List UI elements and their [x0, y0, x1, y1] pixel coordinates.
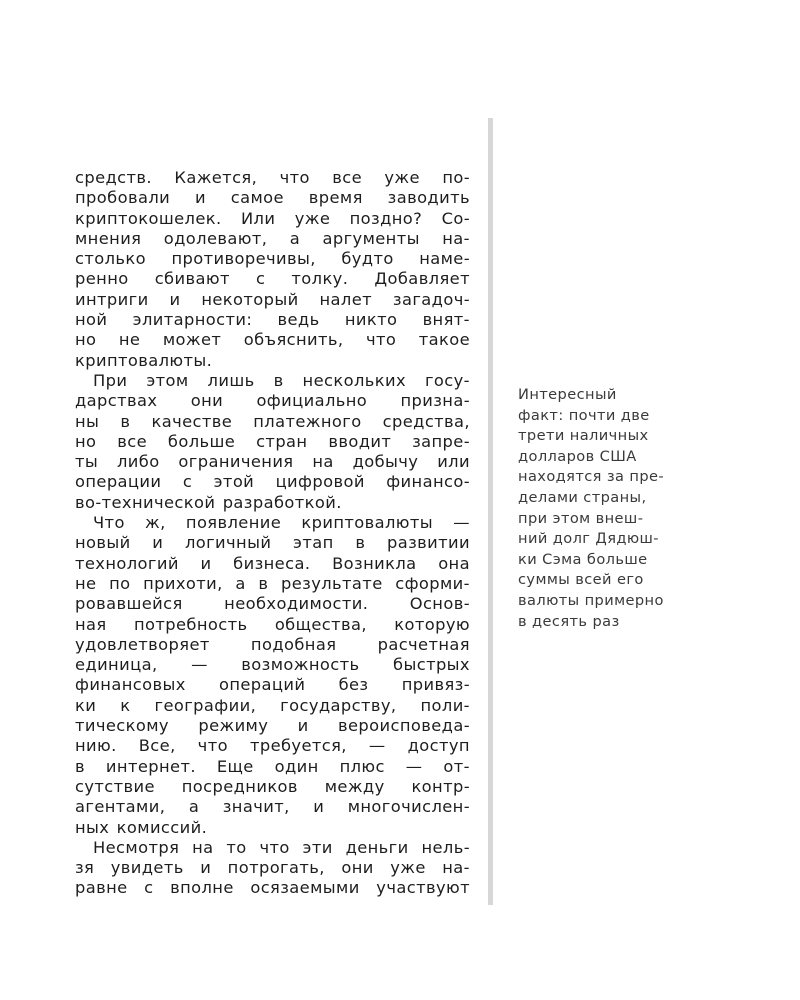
- text-line: столько противоречивы, будто наме-: [75, 249, 470, 269]
- sidebar-note-line: находятся за пре-: [518, 468, 665, 486]
- sidebar-note-line: делами страны,: [518, 488, 647, 506]
- text-line: ной элитарности: ведь никто внят-: [75, 310, 470, 330]
- text-line: ны в качестве платежного средства,: [75, 411, 470, 431]
- text-line: криптокошелек. Или уже поздно? Со-: [75, 208, 470, 228]
- sidebar-note-line: валюты примерно: [518, 591, 664, 609]
- text-line: единица, — возможность быстрых: [75, 655, 470, 675]
- sidebar-note: [518, 385, 708, 632]
- sidebar-note-line: ки Сэма больше: [518, 550, 648, 568]
- text-line: агентами, а значит, и многочислен-: [75, 797, 470, 817]
- text-line: криптовалюты.: [75, 350, 213, 370]
- main-text-column: [75, 168, 470, 899]
- text-line: ровавшейся необходимости. Основ-: [75, 594, 470, 614]
- text-line: интриги и некоторый налет загадоч-: [75, 289, 470, 309]
- text-line: финансовых операций без привяз-: [75, 675, 470, 695]
- text-line: дарствах они официально призна-: [75, 391, 470, 411]
- text-line: новый и логичный этап в развитии: [75, 533, 470, 553]
- text-line: операции с этой цифровой финансо-: [75, 472, 470, 492]
- text-line: сутствие посредников между контр-: [75, 776, 470, 796]
- sidebar-note-line: ний долг Дядюш-: [518, 530, 659, 548]
- sidebar-note-line: суммы всей его: [518, 571, 644, 589]
- text-line: ная потребность общества, которую: [75, 614, 470, 634]
- sidebar-note-line: при этом внеш-: [518, 509, 644, 527]
- sidebar-note-line: Интересный: [518, 386, 617, 403]
- text-line: ты либо ограничения на добычу или: [75, 452, 470, 472]
- text-line: равне с вполне осязаемыми участвуют: [75, 878, 470, 898]
- text-line: ренно сбивают с толку. Добавляет: [75, 269, 470, 289]
- sidebar-note-line: факт: почти две: [518, 406, 650, 424]
- text-line: технологий и бизнеса. Возникла она: [75, 553, 470, 573]
- text-line: При этом лишь в нескольких госу-: [93, 370, 470, 390]
- text-line: но все больше стран вводит запре-: [75, 431, 470, 451]
- text-line: пробовали и самое время заводить: [75, 188, 470, 208]
- sidebar-divider: [488, 118, 493, 905]
- text-line: Что ж, появление криптовалюты —: [93, 513, 470, 533]
- text-line: Несмотря на то что эти деньги нель-: [93, 837, 470, 857]
- text-line: средств. Кажется, что все уже по-: [75, 168, 470, 187]
- text-line: во-технической разработкой.: [75, 492, 342, 512]
- text-line: мнения одолевают, а аргументы на-: [75, 228, 470, 248]
- text-line: нию. Все, что требуется, — доступ: [75, 736, 470, 756]
- text-line: в интернет. Еще один плюс — от-: [75, 756, 470, 776]
- text-line: ки к географии, государству, поли-: [75, 695, 470, 715]
- text-line: ных комиссий.: [75, 817, 208, 837]
- text-line: тическому режиму и вероисповеда-: [75, 716, 470, 736]
- text-line: зя увидеть и потрогать, они уже на-: [75, 858, 470, 878]
- sidebar-note-line: в десять раз: [518, 612, 620, 630]
- text-line: не по прихоти, а в результате сформи-: [75, 573, 470, 593]
- text-line: но не может объяснить, что такое: [75, 330, 470, 350]
- sidebar-note-line: долларов США: [518, 447, 637, 465]
- text-line: удовлетворяет подобная расчетная: [75, 634, 470, 654]
- sidebar-note-line: трети наличных: [518, 427, 649, 445]
